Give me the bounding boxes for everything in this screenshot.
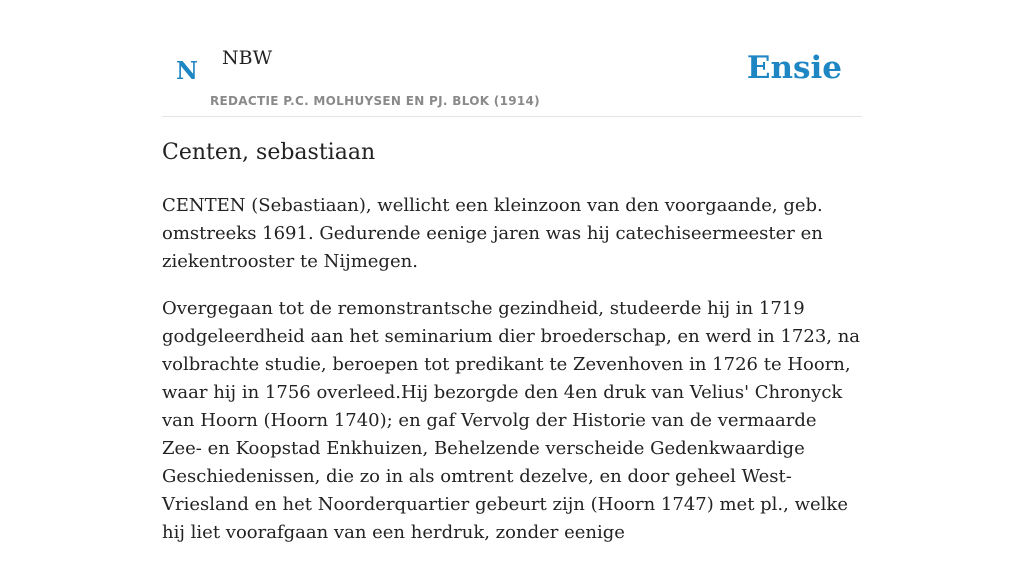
page-title: Centen, sebastiaan — [162, 140, 376, 165]
brand-logo[interactable]: Ensie — [746, 50, 842, 86]
article-paragraph: Overgegaan tot de remonstrantsche gezindheid, studeerde hij in 1719 godgeleerdheid aan het seminarium dier broederschap, en werd in 1723, na volbrachte studie, beroepen tot predikant te Zevenhoven in 1726 te Hoorn, waar hij in 1756 overleed.Hij bezorgde den 4en druk van Velius' Chronyck van Hoorn (Hoorn 1740); en gaf Vervolg der Historie van de vermaarde Zee- en Koopstad Enkhuizen, Behelzende verscheide Gedenkwaardige Geschiedenissen, die zo in als omtrent dezelve, en door geheel West- Vriesland en het Noorderquartier gebeurt zijn (Hoorn 1747) met pl., welke hij liet voorafgaan van een herdruk, zonder eenige — [162, 298, 861, 543]
source-logo[interactable]: N — [176, 56, 198, 85]
article-body — [162, 192, 862, 566]
page-header — [162, 0, 862, 117]
source-name[interactable]: NBW — [222, 47, 273, 69]
source-subtitle: REDACTIE P.C. MOLHUYSEN EN PJ. BLOK (1914) — [210, 94, 540, 108]
article-paragraph: CENTEN (Sebastiaan), wellicht een kleinzoon van den voorgaande, geb. omstreeks 1691. Gedurende eenige jaren was hij catechiseermeester en ziekentrooster te Nijmegen. — [162, 195, 823, 272]
